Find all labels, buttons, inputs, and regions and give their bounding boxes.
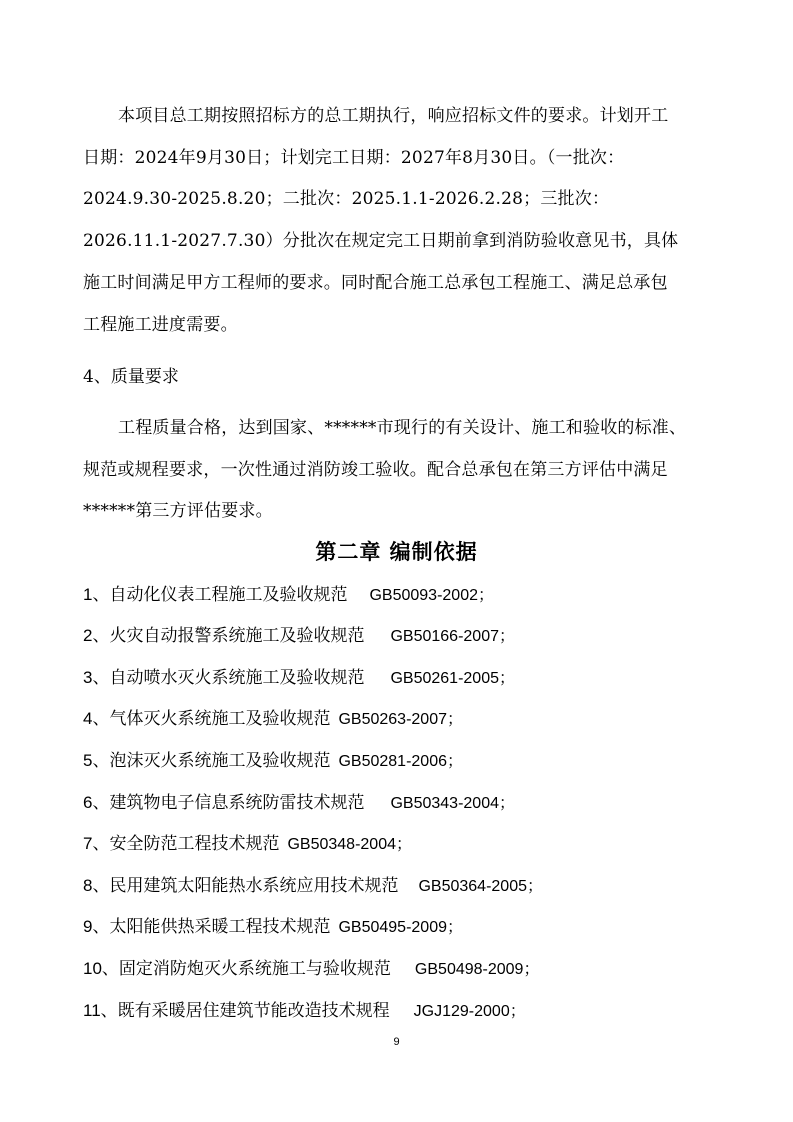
standard-item	[83, 666, 515, 691]
standard-code: GB50348-2004；	[287, 836, 413, 853]
quality-line: 规范或规程要求，一次性通过消防竣工验收。配合总承包在第三方评估中满足	[83, 460, 668, 480]
standard-item	[83, 957, 539, 982]
schedule-line: 工程施工进度需要。	[83, 315, 238, 335]
standard-number: 8	[83, 876, 93, 895]
standard-code: GB50261-2005；	[390, 670, 516, 687]
standard-name: 、气体灭火系统施工及验收规范	[92, 709, 331, 729]
page-number: 9	[393, 1036, 400, 1048]
standard-number: 2	[83, 626, 93, 645]
standard-item	[83, 624, 515, 649]
standard-number: 7	[83, 834, 93, 853]
schedule-line: 日期：2024年9月30日；计划完工日期：2027年8月30日。（一批次：	[83, 148, 625, 168]
standard-number: 9	[83, 917, 93, 936]
standard-item	[83, 874, 543, 899]
standard-item	[83, 707, 463, 732]
standard-number: 10	[83, 959, 102, 978]
quality-heading: 4、质量要求	[83, 367, 179, 387]
standard-name: 、民用建筑太阳能热水系统应用技术规范	[92, 876, 399, 896]
standard-item	[83, 749, 463, 774]
standard-code: GB50343-2004；	[390, 795, 516, 812]
standard-code: GB50498-2009；	[414, 961, 540, 978]
standard-item	[83, 832, 412, 857]
standard-code: GB50263-2007；	[338, 711, 464, 728]
chapter-title: 第二章 编制依据	[315, 539, 478, 564]
standard-name: 、既有采暖居住建筑节能改造技术规程	[100, 1001, 390, 1021]
schedule-line: 2024.9.30-2025.8.20；二批次：2025.1.1-2026.2.28；三批次：	[83, 189, 610, 209]
standard-item	[83, 999, 526, 1024]
standard-number: 4	[83, 709, 93, 728]
standard-item	[83, 915, 463, 940]
quality-line: 工程质量合格，达到国家、******市现行的有关设计、施工和验收的标准、	[118, 418, 687, 438]
standard-code: GB50166-2007；	[390, 628, 516, 645]
standard-item	[83, 791, 515, 816]
standard-number: 11	[83, 1001, 101, 1020]
standard-name: 、建筑物电子信息系统防雷技术规范	[92, 793, 365, 813]
standard-name: 、安全防范工程技术规范	[92, 834, 280, 854]
standard-number: 3	[83, 668, 93, 687]
standard-code: GB50093-2002；	[369, 587, 495, 604]
quality-line: ******第三方评估要求。	[83, 501, 273, 521]
standard-number: 5	[83, 751, 93, 770]
standard-code: JGJ129-2000；	[413, 1003, 526, 1020]
standard-item	[83, 583, 494, 608]
standard-number: 6	[83, 793, 93, 812]
standard-name: 、自动喷水灭火系统施工及验收规范	[92, 668, 365, 688]
standard-name: 、自动化仪表工程施工及验收规范	[92, 585, 348, 605]
standard-code: GB50364-2005；	[418, 878, 544, 895]
schedule-line: 本项目总工期按照招标方的总工期执行，响应招标文件的要求。计划开工	[118, 106, 669, 126]
standard-number: 1	[83, 585, 93, 604]
standard-code: GB50495-2009；	[338, 919, 464, 936]
standard-code: GB50281-2006；	[338, 753, 464, 770]
standard-name: 、固定消防炮灭火系统施工与验收规范	[101, 959, 391, 979]
standard-name: 、火灾自动报警系统施工及验收规范	[92, 626, 365, 646]
standard-name: 、泡沫灭火系统施工及验收规范	[92, 751, 331, 771]
standard-name: 、太阳能供热采暖工程技术规范	[92, 917, 331, 937]
schedule-line: 施工时间满足甲方工程师的要求。同时配合施工总承包工程施工、满足总承包	[83, 273, 668, 293]
schedule-line: 2026.11.1-2027.7.30）分批次在规定完工日期前拿到消防验收意见书，具体	[83, 231, 679, 251]
